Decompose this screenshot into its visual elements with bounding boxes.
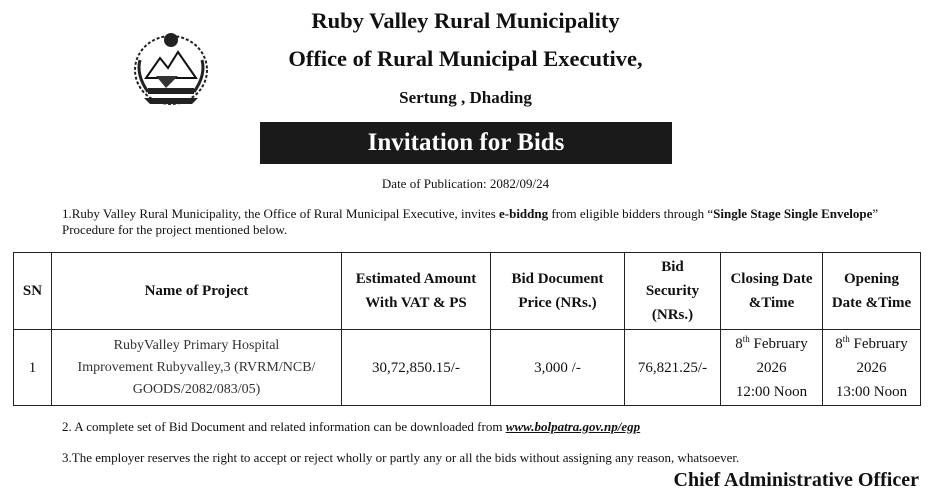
publication-date: Date of Publication: 2082/09/24	[381, 176, 550, 191]
bids-table	[13, 252, 921, 406]
header-amount-line2: With VAT & PS	[365, 295, 467, 311]
paragraph1-procedure: Single Stage Single Envelope	[713, 206, 873, 221]
document-title: Invitation for Bids	[367, 129, 565, 156]
project-line3: GOODS/2082/083/05)	[132, 381, 261, 397]
cell-closing	[721, 330, 823, 406]
table-header-row	[14, 253, 921, 330]
download-paragraph	[62, 419, 640, 435]
header-doc-line1: Bid Document	[511, 271, 604, 287]
header-project: Name of Project	[52, 253, 342, 330]
header-sn: SN	[14, 253, 52, 330]
project-line1: RubyValley Primary Hospital	[113, 337, 280, 353]
cell-doc-price: 3,000 /-	[491, 330, 625, 406]
header-security-line1: Bid	[661, 259, 684, 275]
paragraph1-suffix: ” Procedure for the project mentioned below.	[62, 206, 879, 237]
table-row	[14, 330, 921, 406]
closing-year: 2026	[756, 359, 787, 376]
header-opening	[823, 253, 921, 330]
closing-time: 12:00 Noon	[735, 383, 808, 400]
project-line2: Improvement Rubyvalley,3 (RVRM/NCB/	[77, 359, 316, 375]
cell-sn: 1	[14, 330, 52, 406]
header-closing-line2: &Time	[748, 295, 795, 311]
header-closing	[721, 253, 823, 330]
cell-project	[52, 330, 342, 406]
header-opening-line1: Opening	[843, 271, 900, 287]
closing-day: 8	[735, 335, 743, 352]
signatory-title: Chief Administrative Officer	[673, 469, 919, 491]
closing-month: February	[749, 335, 808, 352]
header-closing-line1: Closing Date	[730, 271, 813, 287]
paragraph1-middle: from eligible bidders through “	[548, 206, 714, 221]
opening-day: 8	[835, 335, 843, 352]
bolpatra-link[interactable]: www.bolpatra.gov.np/egp	[505, 419, 641, 434]
office-location: Sertung , Dhading	[399, 88, 532, 107]
header-amount-line1: Estimated Amount	[355, 271, 477, 287]
opening-month: February	[849, 335, 908, 352]
closing-suffix: th	[742, 333, 750, 344]
header-doc-price	[491, 253, 625, 330]
download-text: 2. A complete set of Bid Document and related information can be downloaded from	[62, 419, 506, 434]
document-title-banner	[260, 122, 672, 164]
municipality-name: Ruby Valley Rural Municipality	[311, 8, 620, 33]
paragraph1-ebidding: e-biddng	[498, 206, 549, 221]
paragraph1-prefix: 1.Ruby Valley Rural Municipality, the Office of Rural Municipal Executive, invites	[62, 206, 499, 221]
rights-paragraph: 3.The employer reserves the right to accept or reject wholly or partly any or all the bids without assigning any reason, whatsoever.	[62, 450, 740, 465]
office-name: Office of Rural Municipal Executive,	[288, 46, 643, 71]
header-security-line3: (NRs.)	[651, 307, 694, 323]
opening-time: 13:00 Noon	[835, 383, 908, 400]
header-opening-line2: Date &Time	[831, 295, 912, 311]
invitation-paragraph	[62, 206, 922, 238]
cell-opening	[823, 330, 921, 406]
cell-amount: 30,72,850.15/-	[342, 330, 491, 406]
cell-security: 76,821.25/-	[625, 330, 721, 406]
header-security-line2: Security	[645, 283, 700, 299]
header-amount	[342, 253, 491, 330]
header-security	[625, 253, 721, 330]
opening-year: 2026	[856, 359, 887, 376]
header-doc-line2: Price (NRs.)	[518, 295, 597, 311]
opening-suffix: th	[842, 333, 850, 344]
